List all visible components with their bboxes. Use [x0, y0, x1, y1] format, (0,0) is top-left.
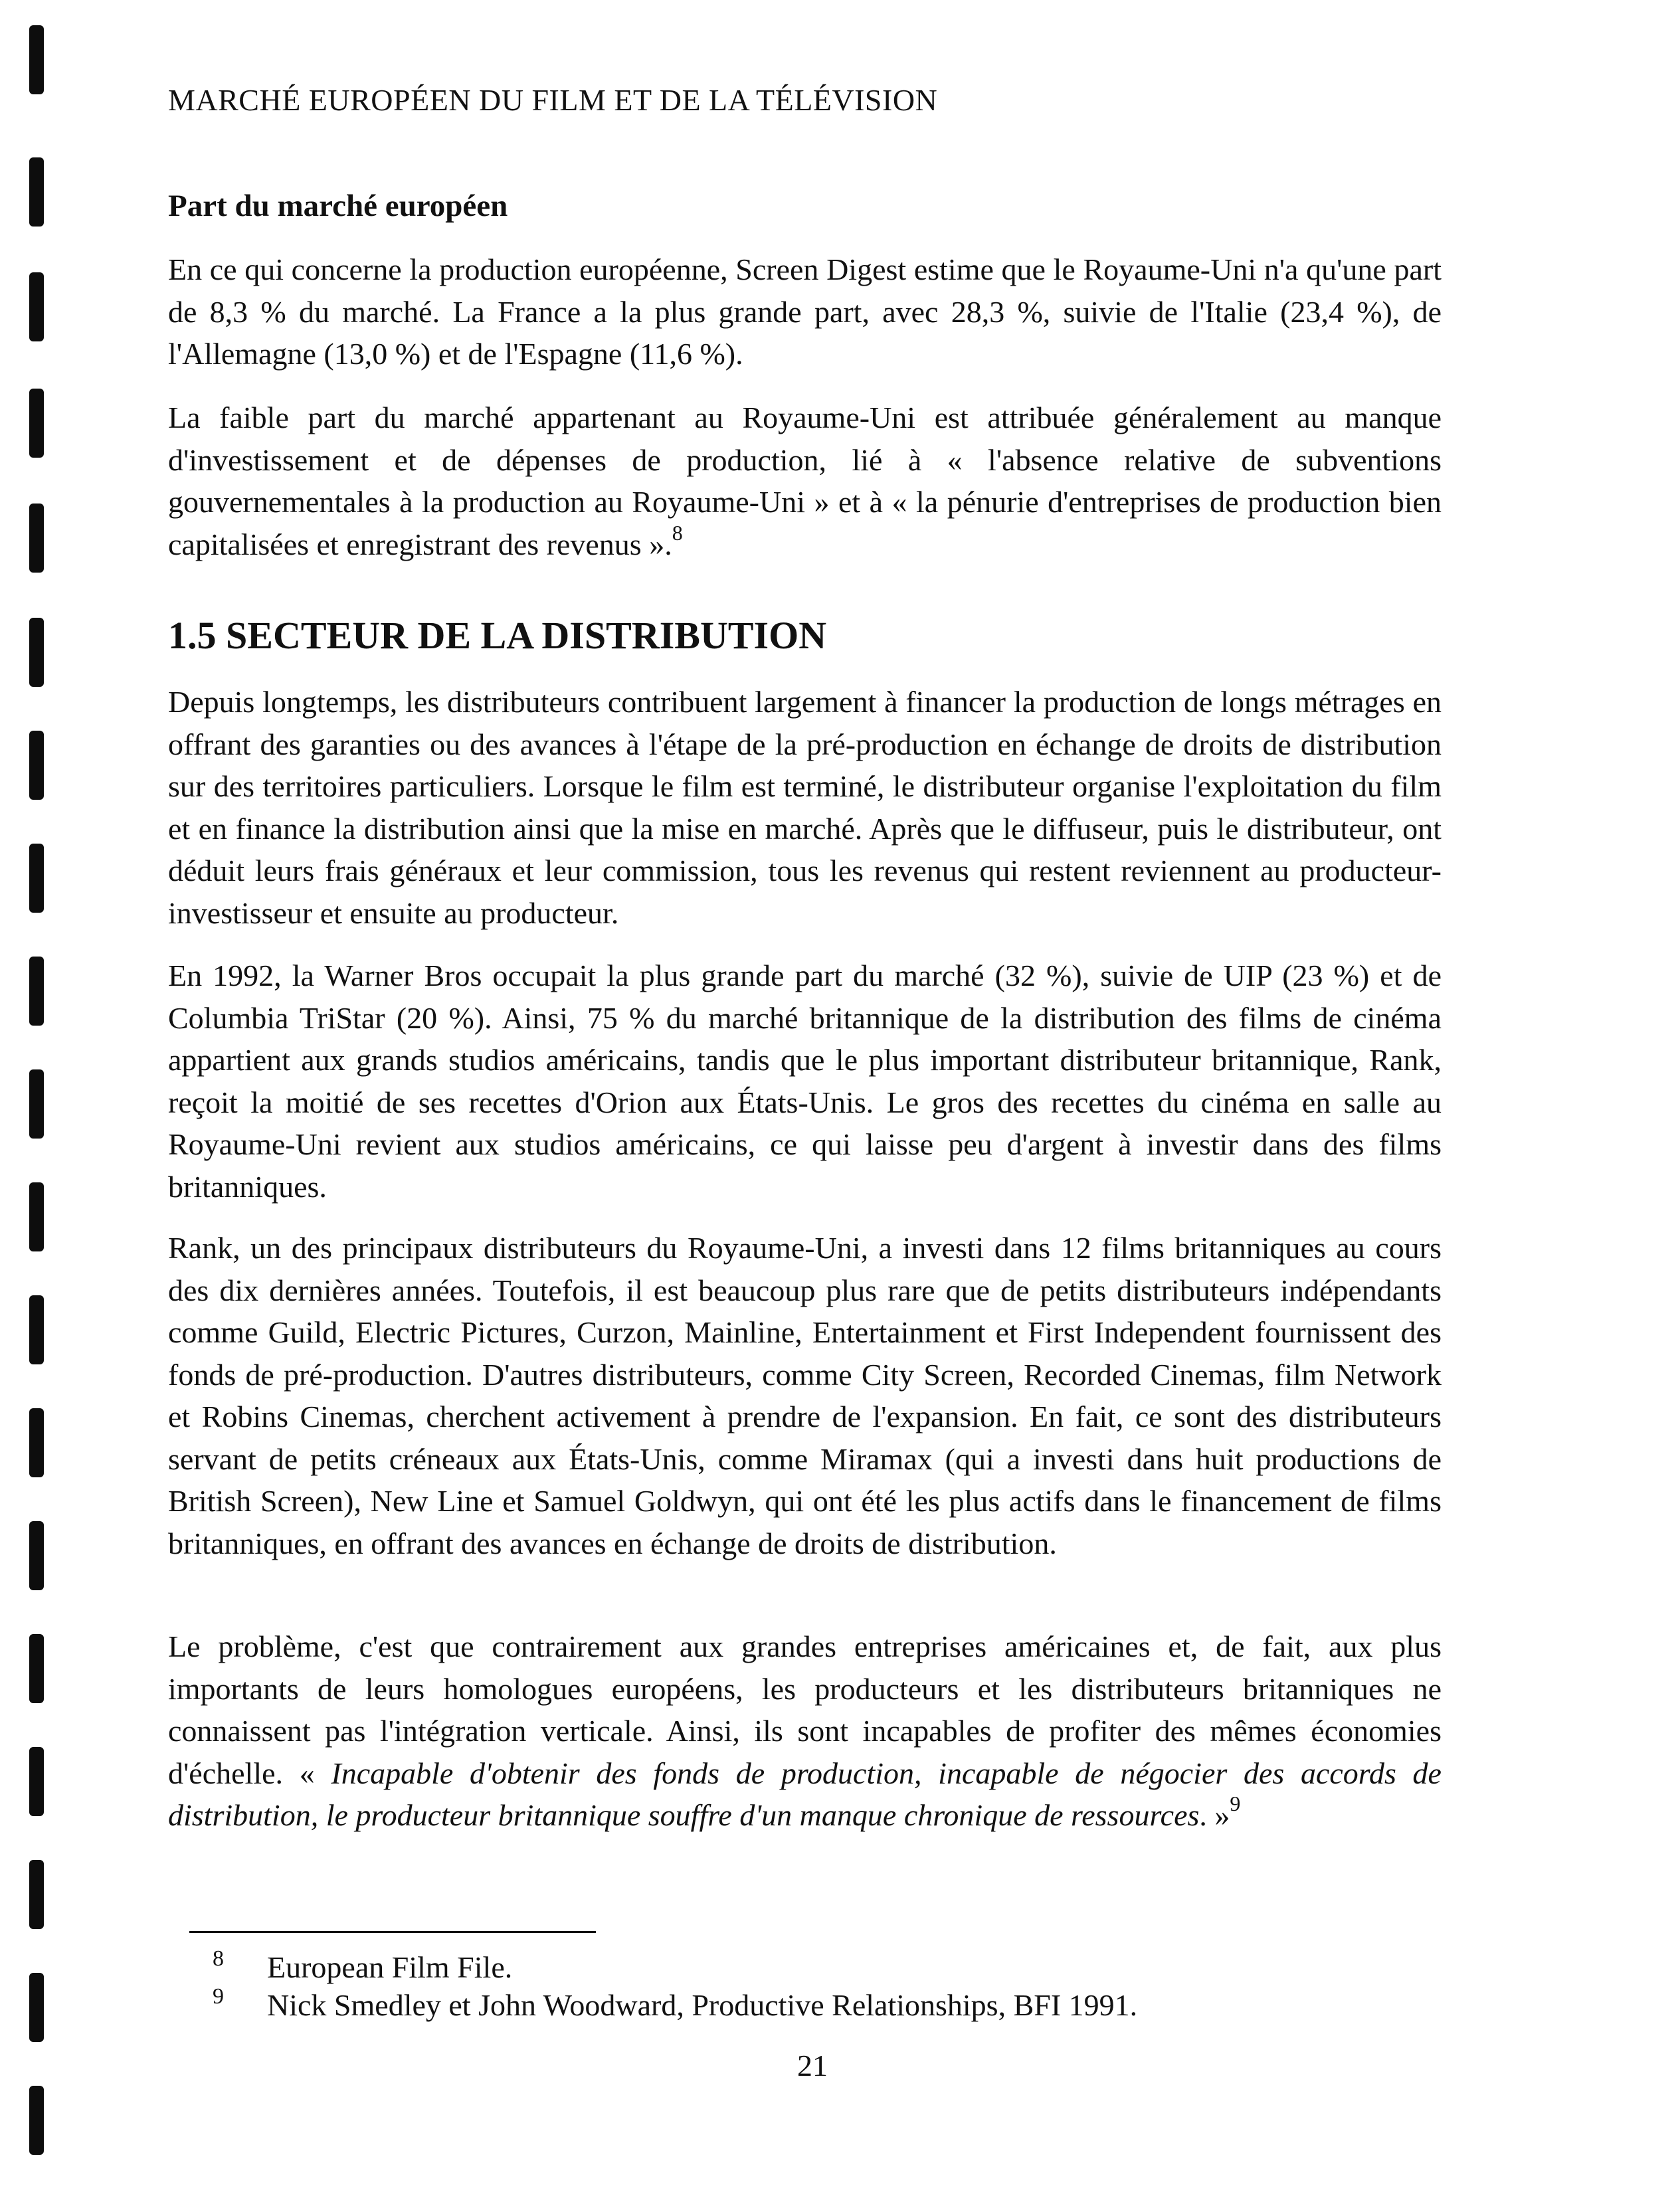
binding-mark — [29, 1182, 44, 1251]
binding-mark — [29, 157, 44, 227]
binding-mark — [29, 25, 44, 94]
binding-mark — [29, 1521, 44, 1590]
binding-mark — [29, 1069, 44, 1139]
binding-mark — [29, 1408, 44, 1477]
binding-mark — [29, 1973, 44, 2042]
binding-mark — [29, 272, 44, 341]
footnote-number: 8 — [213, 1946, 224, 1971]
paragraph-weak-share — [168, 397, 1442, 565]
footnote-text: Nick Smedley et John Woodward, Productive Relationships, BFI 1991. — [267, 1988, 1138, 2022]
paragraph-production-share: En ce qui concerne la production européenne, Screen Digest estime que le Royaume-Uni n'a qu'une part de 8,3 % du marché. La France a la plus grande part, avec 28,3 %, suivie de l'Italie (23,4 %), de l'Allemagne (13,0 %) et de l'Espagne (11,6 %). — [168, 252, 1442, 371]
paragraph-text: La faible part du marché appartenant au Royaume-Uni est attribuée généralement au manque d'investissement et de dépenses de production, lié à « l'absence relative de subventions gouvernementales à la production au Royaume-Uni » et à « la pénurie d'entreprises de production bien capitalisées et enregistrant des revenus ». — [168, 401, 1442, 561]
footnote-rule — [189, 1931, 596, 1933]
footnote-ref-9: 9 — [1230, 1792, 1241, 1815]
binding-mark — [29, 2086, 44, 2155]
footnote-ref-8: 8 — [672, 520, 683, 545]
binding-mark — [29, 504, 44, 573]
binding-mark — [29, 1860, 44, 1929]
footnote-8 — [213, 1946, 512, 1985]
binding-mark — [29, 731, 44, 800]
binding-mark — [29, 1295, 44, 1364]
paragraph-text: Le problème, c'est que contrairement aux grandes entreprises américaines et, de fait, aux plus importants de leurs homologues européens, les producteurs et les distributeurs britanniques ne connaissent pas l'intégration verticale. Ainsi, ils sont incapables de profiter des mêmes économies d'échelle. « — [168, 1629, 1442, 1790]
binding-mark — [29, 389, 44, 458]
running-head: MARCHÉ EUROPÉEN DU FILM ET DE LA TÉLÉVISION — [168, 83, 938, 117]
section-title-distribution: 1.5 SECTEUR DE LA DISTRIBUTION — [168, 614, 827, 657]
paragraph-rank-investment: Rank, un des principaux distributeurs du Royaume-Uni, a investi dans 12 films britanniques au cours des dix dernières années. Toutefois, il est beaucoup plus rare que de petits distributeurs indépendants comme Guild, Electric Pictures, Curzon, Mainline, Entertainment et First Independent fournissent des fonds de pré-production. D'autres distributeurs, comme City Screen, Recorded Cinemas, film Network et Robins Cinemas, cherchent activement à prendre de l'expansion. En fait, ce sont des distributeurs servant de petits créneaux aux États-Unis, comme Miramax (qui a investi dans huit productions de British Screen), New Line et Samuel Goldwyn, qui ont été les plus actifs dans le financement de films britanniques, en offrant des avances en échange de droits de distribution. — [168, 1231, 1442, 1560]
page-number: 21 — [797, 2049, 828, 2082]
binding-mark — [29, 957, 44, 1026]
footnote-number: 9 — [213, 1984, 224, 2009]
quote-close: . » — [1199, 1798, 1230, 1832]
paragraph-vertical-integration — [168, 1625, 1442, 1837]
paragraph-market-share-1992: En 1992, la Warner Bros occupait la plus grande part du marché (32 %), suivie de UIP (23 %) et de Columbia TriStar (20 %). Ainsi, 75 % du marché britannique de la distribution des films de cinéma appartient aux grands studios américains, tandis que le plus important distributeur britannique, Rank, reçoit la moitié de ses recettes d'Orion aux États-Unis. Le gros des recettes du cinéma en salle au Royaume-Uni revient aux studios américains, ce qui laisse peu d'argent à investir dans des films britanniques. — [168, 959, 1442, 1204]
binding-mark — [29, 844, 44, 913]
binding-mark — [29, 1634, 44, 1703]
footnote-text: European Film File. — [267, 1950, 513, 1984]
binding-mark — [29, 1747, 44, 1816]
subheading-part-du-marche: Part du marché européen — [168, 189, 508, 223]
binding-mark — [29, 618, 44, 687]
italic-quotation: Incapable d'obtenir des fonds de production, incapable de négocier des accords de distribution, le producteur britannique souffre d'un manque chronique de ressources — [168, 1756, 1442, 1832]
paragraph-distributors-finance: Depuis longtemps, les distributeurs contribuent largement à financer la production de longs métrages en offrant des garanties ou des avances à l'étape de la pré-production en échange de droits de distribution sur des territoires particuliers. Lorsque le film est terminé, le distributeur organise l'exploitation du film et en finance la distribution ainsi que la mise en marché. Après que le diffuseur, puis le distributeur, ont déduit leurs frais généraux et leur commission, tous les revenus qui restent reviennent au producteur-investisseur et ensuite au producteur. — [168, 685, 1442, 930]
footnote-9 — [213, 1984, 1137, 2023]
